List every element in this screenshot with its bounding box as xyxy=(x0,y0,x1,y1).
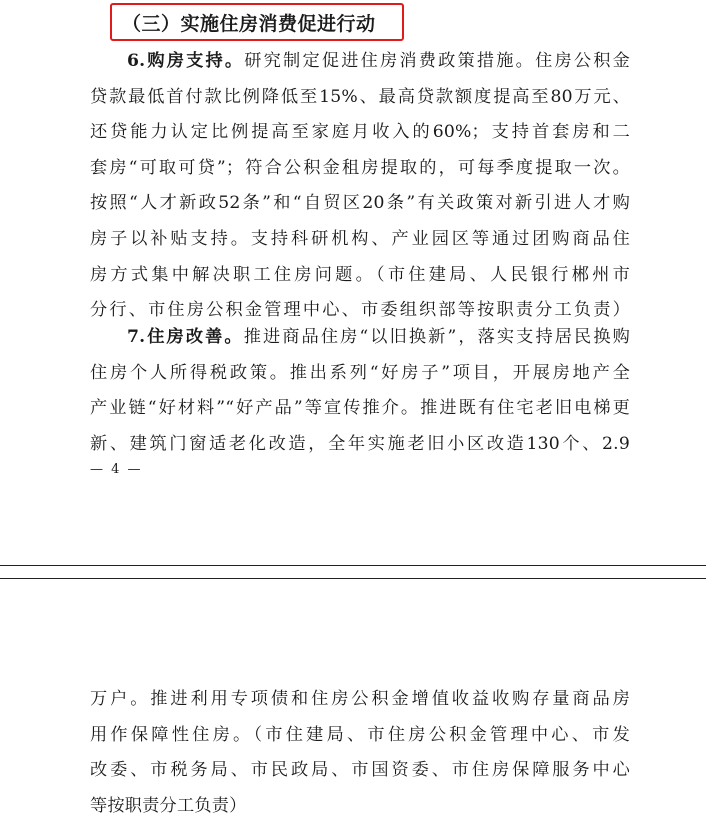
paragraph-line: 贷款最低首付款比例降低至15%、最高贷款额度提高至80万元、 xyxy=(90,86,630,107)
page-number: — 4 — xyxy=(90,462,143,477)
document-page-5 xyxy=(0,580,706,829)
paragraph-7 xyxy=(90,320,630,462)
paragraph-line: 7.住房改善。推进商品住房“以旧换新”，落实支持居民换购 xyxy=(127,327,631,347)
paragraph-continuation xyxy=(90,682,630,824)
paragraph-line: 套房“可取可贷”；符合公积金租房提取的，可每季度提取一次。 xyxy=(90,157,630,178)
paragraph-6-title: 6.购房支持。 xyxy=(127,51,245,71)
paragraph-line: 还贷能力认定比例提高至家庭月收入的60%；支持首套房和二 xyxy=(90,122,630,143)
paragraph-6 xyxy=(90,44,630,329)
paragraph-line: 改委、市税务局、市民政局、市国资委、市住房保障服务中心 xyxy=(90,760,630,781)
page-divider xyxy=(0,565,706,566)
paragraph-line: 产业链“好材料”“好产品”等宣传推介。推进既有住宅老旧电梯更 xyxy=(90,398,630,419)
paragraph-line: 6.购房支持。研究制定促进住房消费政策措施。住房公积金 xyxy=(127,51,630,71)
paragraph-line: 万户。推进利用专项债和住房公积金增值收益收购存量商品房 xyxy=(90,689,630,709)
paragraph-line: 等按职责分工负责） xyxy=(90,795,247,816)
paragraph-line: 分行、市住房公积金管理中心、市委组织部等按职责分工负责） xyxy=(90,300,630,321)
paragraph-7-title: 7.住房改善。 xyxy=(127,327,244,347)
paragraph-line: 房子以补贴支持。支持科研机构、产业园区等通过团购商品住 xyxy=(90,228,630,249)
page-divider xyxy=(0,578,706,579)
paragraph-line: 住房个人所得税政策。推出系列“好房子”项目，开展房地产全 xyxy=(90,362,630,383)
section-heading: （三）实施住房消费促进行动 xyxy=(122,13,376,35)
paragraph-line: 按照“人才新政52条”和“自贸区20条”有关政策对新引进人才购 xyxy=(90,193,630,214)
paragraph-line: 新、建筑门窗适老化改造，全年实施老旧小区改造130个、2.9 xyxy=(90,433,630,454)
paragraph-line: 房方式集中解决职工住房问题。（市住建局、人民银行郴州市 xyxy=(90,264,630,285)
paragraph-line: 用作保障性住房。（市住建局、市住房公积金管理中心、市发 xyxy=(90,724,630,745)
